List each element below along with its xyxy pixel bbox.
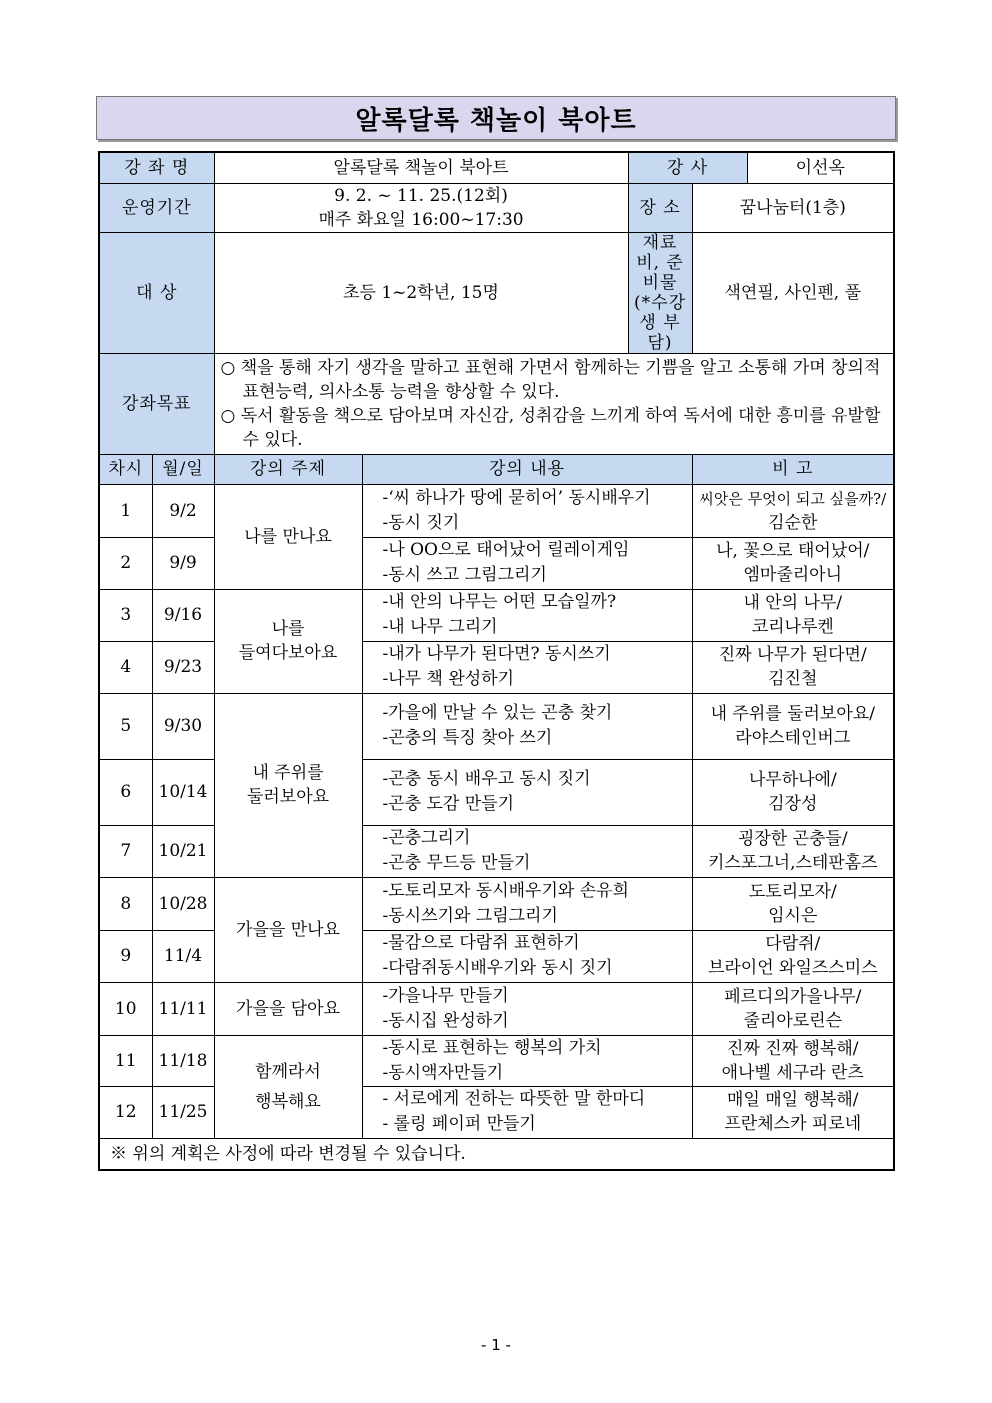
table-row bbox=[99, 484, 894, 537]
content-cell bbox=[362, 484, 692, 537]
content-line: -내가 나무가 된다면? 동시쓰기 bbox=[382, 644, 611, 664]
note-cell bbox=[692, 982, 894, 1035]
teacher-value: 이선옥 bbox=[747, 152, 894, 183]
topic-line: 내 주위를 bbox=[252, 763, 324, 783]
note-line: 내 안의 나무/ bbox=[743, 593, 843, 613]
note-cell bbox=[692, 1086, 894, 1138]
table-row bbox=[99, 982, 894, 1035]
note-cell bbox=[692, 693, 894, 759]
course-plan-table bbox=[98, 151, 895, 1171]
note-cell bbox=[692, 589, 894, 641]
topic-line: 들여다보아요 bbox=[238, 643, 338, 663]
session-number: 11 bbox=[99, 1035, 152, 1086]
course-label: 강 좌 명 bbox=[99, 152, 214, 183]
content-cell bbox=[362, 825, 692, 877]
content-line: - 롤링 페이퍼 만들기 bbox=[382, 1114, 536, 1134]
note-cell bbox=[692, 1035, 894, 1086]
session-number: 10 bbox=[99, 982, 152, 1035]
note-line: 김순한 bbox=[768, 512, 818, 533]
topic-cell bbox=[214, 693, 362, 877]
info-row-target bbox=[99, 232, 894, 353]
page-number: - 1 - bbox=[481, 1336, 511, 1354]
content-cell bbox=[362, 693, 692, 759]
content-line: -다람쥐동시배우기와 동시 짓기 bbox=[382, 958, 613, 978]
content-line: -내 나무 그리기 bbox=[382, 617, 498, 637]
table-row bbox=[99, 877, 894, 930]
material-label-line1: 재료비, 준비물 bbox=[636, 232, 684, 293]
material-label bbox=[628, 232, 692, 353]
content-line: -동시액자만들기 bbox=[382, 1062, 504, 1083]
note-line: 키스포그너,스테판홈즈 bbox=[707, 853, 878, 873]
note-line: 씨앗은 무엇이 되고 싶을까?/ bbox=[699, 489, 887, 508]
content-line: -동시로 표현하는 행복의 가치 bbox=[382, 1037, 602, 1058]
topic-line: 나를 bbox=[271, 619, 305, 639]
period-time: 매주 화요일 16:00~17:30 bbox=[318, 209, 524, 230]
topic-line: 행복해요 bbox=[255, 1091, 321, 1112]
session-date: 11/4 bbox=[152, 930, 214, 982]
note-line: 나무하나에/ bbox=[748, 770, 837, 790]
header-content: 강의 내용 bbox=[362, 454, 692, 484]
topic-cell: 가을을 만나요 bbox=[214, 877, 362, 982]
note-line: 코리나루켄 bbox=[751, 617, 834, 637]
header-session: 차시 bbox=[99, 454, 152, 484]
note-line: 엠마줄리아니 bbox=[743, 565, 843, 585]
session-number: 2 bbox=[99, 537, 152, 589]
session-number: 6 bbox=[99, 759, 152, 825]
topic-line: 둘러보아요 bbox=[246, 787, 330, 807]
session-date: 9/9 bbox=[152, 537, 214, 589]
schedule-header-row bbox=[99, 454, 894, 484]
note-line: 페르디의가을나무/ bbox=[724, 986, 862, 1007]
header-note: 비 고 bbox=[692, 454, 894, 484]
place-value: 꿈나눔터(1층) bbox=[692, 183, 894, 232]
session-number: 3 bbox=[99, 589, 152, 641]
topic-cell bbox=[214, 1035, 362, 1138]
table-row bbox=[99, 693, 894, 759]
content-line: -‘씨 하나가 땅에 묻히어’ 동시배우기 bbox=[382, 487, 651, 508]
note-line: 다람쥐/ bbox=[765, 934, 821, 954]
footer-row bbox=[99, 1138, 894, 1170]
note-line: 도토리모자/ bbox=[748, 881, 837, 902]
content-line: -곤충의 특징 찾아 쓰기 bbox=[382, 728, 553, 748]
goal-label: 강좌목표 bbox=[99, 353, 214, 454]
session-date: 10/21 bbox=[152, 825, 214, 877]
header-topic: 강의 주제 bbox=[214, 454, 362, 484]
period-dates: 9. 2. ~ 11. 25.(12회) bbox=[334, 185, 508, 206]
session-number: 4 bbox=[99, 641, 152, 693]
content-line: -나무 책 완성하기 bbox=[382, 669, 515, 689]
topic-cell: 가을을 담아요 bbox=[214, 982, 362, 1035]
course-value: 알록달록 책놀이 북아트 bbox=[214, 152, 628, 183]
content-line: -가을에 만날 수 있는 곤충 찾기 bbox=[382, 703, 613, 723]
material-label-line2: (*수강생 부담) bbox=[634, 292, 686, 353]
note-line: 김진철 bbox=[768, 669, 818, 689]
note-cell bbox=[692, 641, 894, 693]
content-line: -곤충 동시 배우고 동시 짓기 bbox=[382, 769, 591, 789]
goal-item-1: ○ 책을 통해 자기 생각을 말하고 표현해 가면서 함께하는 기쁨을 알고 소통해 가며 창의적 표현능력, 의사소통 능력을 향상할 수 있다. bbox=[220, 357, 881, 402]
session-date: 10/28 bbox=[152, 877, 214, 930]
info-row-course bbox=[99, 152, 894, 183]
note-line: 김장성 bbox=[768, 794, 818, 814]
table-row bbox=[99, 1035, 894, 1086]
target-label: 대 상 bbox=[99, 232, 214, 353]
content-cell bbox=[362, 930, 692, 982]
content-line: -가을나무 만들기 bbox=[382, 985, 509, 1006]
content-cell bbox=[362, 982, 692, 1035]
teacher-label: 강 사 bbox=[628, 152, 747, 183]
info-row-period bbox=[99, 183, 894, 232]
note-cell bbox=[692, 759, 894, 825]
material-value: 색연필, 사인펜, 풀 bbox=[692, 232, 894, 353]
session-date: 9/16 bbox=[152, 589, 214, 641]
content-line: -내 안의 나무는 어떤 모습일까? bbox=[382, 592, 617, 612]
note-line: 줄리아로린슨 bbox=[743, 1010, 843, 1031]
session-number: 9 bbox=[99, 930, 152, 982]
note-line: 브라이언 와일즈스미스 bbox=[707, 958, 878, 978]
note-line: 진짜 진짜 행복해/ bbox=[727, 1038, 859, 1059]
note-line: 임시은 bbox=[768, 905, 818, 926]
note-line: 굉장한 곤충들/ bbox=[737, 829, 848, 849]
period-value bbox=[214, 183, 628, 232]
content-line: -물감으로 다람쥐 표현하기 bbox=[382, 933, 580, 953]
session-date: 10/14 bbox=[152, 759, 214, 825]
content-cell bbox=[362, 589, 692, 641]
info-row-goal bbox=[99, 353, 894, 454]
goal-item-2: ○ 독서 활동을 책으로 담아보며 자신감, 성취감을 느끼게 하여 독서에 대한 흥미를 유발할 수 있다. bbox=[220, 405, 881, 450]
content-cell bbox=[362, 1035, 692, 1086]
topic-cell: 나를 만나요 bbox=[214, 484, 362, 589]
content-line: -나 OO으로 태어났어 릴레이게임 bbox=[382, 540, 630, 560]
content-cell bbox=[362, 1086, 692, 1138]
note-cell bbox=[692, 537, 894, 589]
session-number: 8 bbox=[99, 877, 152, 930]
place-label: 장 소 bbox=[628, 183, 692, 232]
note-cell bbox=[692, 877, 894, 930]
content-line: -곤충그리기 bbox=[382, 828, 471, 848]
note-line: 매일 매일 행복해/ bbox=[727, 1090, 859, 1110]
content-cell bbox=[362, 759, 692, 825]
session-date: 11/18 bbox=[152, 1035, 214, 1086]
note-cell bbox=[692, 930, 894, 982]
period-label: 운영기간 bbox=[99, 183, 214, 232]
note-line: 라야스테인버그 bbox=[735, 728, 851, 748]
page-title-banner bbox=[96, 96, 896, 140]
goal-text bbox=[214, 353, 894, 454]
content-line: -도토리모자 동시배우기와 손유희 bbox=[382, 880, 629, 901]
header-date: 월/일 bbox=[152, 454, 214, 484]
session-number: 5 bbox=[99, 693, 152, 759]
content-line: -곤충 도감 만들기 bbox=[382, 794, 515, 814]
session-date: 9/23 bbox=[152, 641, 214, 693]
table-row bbox=[99, 589, 894, 641]
content-cell bbox=[362, 877, 692, 930]
target-value: 초등 1~2학년, 15명 bbox=[214, 232, 628, 353]
content-line: -동시집 완성하기 bbox=[382, 1010, 509, 1031]
session-number: 7 bbox=[99, 825, 152, 877]
note-line: 프란체스카 피로네 bbox=[724, 1114, 862, 1134]
note-cell bbox=[692, 825, 894, 877]
note-line: 애나벨 세구라 란츠 bbox=[721, 1062, 864, 1083]
session-date: 11/25 bbox=[152, 1086, 214, 1138]
note-line: 나, 꽃으로 태어났어/ bbox=[716, 541, 870, 561]
session-date: 9/30 bbox=[152, 693, 214, 759]
footer-note: ※ 위의 계획은 사정에 따라 변경될 수 있습니다. bbox=[99, 1138, 894, 1170]
note-line: 진짜 나무가 된다면/ bbox=[718, 645, 867, 665]
session-date: 11/11 bbox=[152, 982, 214, 1035]
session-date: 9/2 bbox=[152, 484, 214, 537]
content-cell bbox=[362, 537, 692, 589]
note-line: 내 주위를 둘러보아요/ bbox=[710, 704, 875, 724]
topic-line: 함께라서 bbox=[255, 1061, 321, 1082]
session-number: 12 bbox=[99, 1086, 152, 1138]
page-title: 알록달록 책놀이 북아트 bbox=[355, 105, 637, 136]
content-line: -동시쓰기와 그림그리기 bbox=[382, 905, 558, 926]
content-line: - 서로에게 전하는 따뜻한 말 한마디 bbox=[382, 1089, 646, 1109]
content-line: -곤충 무드등 만들기 bbox=[382, 853, 531, 873]
note-cell bbox=[692, 484, 894, 537]
content-line: -동시 짓기 bbox=[382, 512, 460, 533]
session-number: 1 bbox=[99, 484, 152, 537]
content-cell bbox=[362, 641, 692, 693]
content-line: -동시 쓰고 그림그리기 bbox=[382, 565, 547, 585]
topic-cell bbox=[214, 589, 362, 693]
